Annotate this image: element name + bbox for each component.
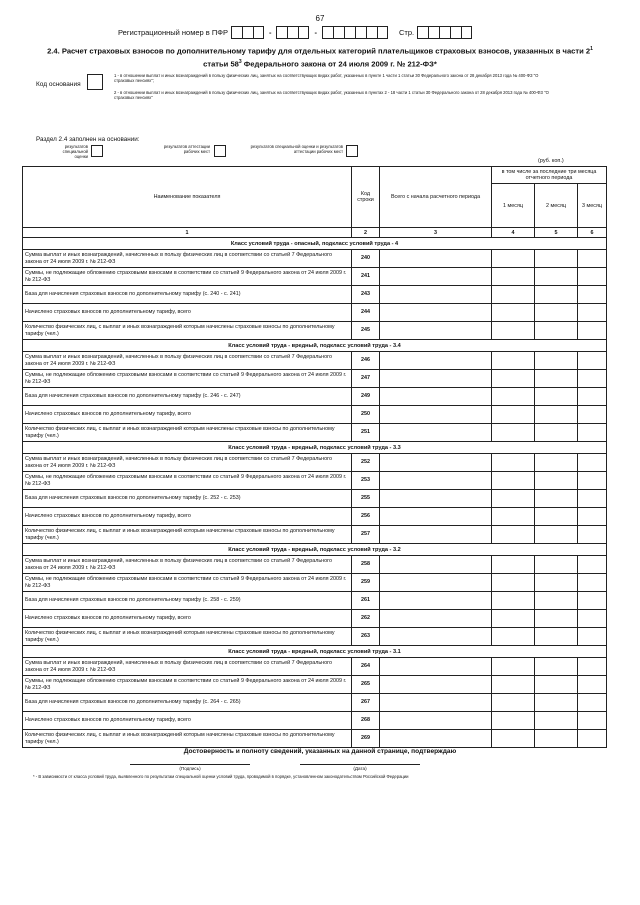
row-code: 269 xyxy=(352,730,380,748)
month-1-input[interactable] xyxy=(492,508,535,526)
table-row xyxy=(23,286,607,304)
month-1-input[interactable] xyxy=(492,610,535,628)
month-2-input[interactable] xyxy=(535,628,578,646)
month-2-input[interactable] xyxy=(535,286,578,304)
registration-number-row: Регистрационный номер в ПФР - - Стр. xyxy=(118,26,472,39)
row-code: 240 xyxy=(352,250,380,268)
row-code: 256 xyxy=(352,508,380,526)
reg-number-part1[interactable] xyxy=(231,26,264,39)
indicator-name: Начислено страховых взносов по дополнительному тарифу, всего xyxy=(23,508,352,526)
confirmation-text: Достоверность и полноту сведений, указанных на данной странице, подтверждаю xyxy=(183,748,457,755)
basis-code-note-2: 2 - в отношении выплат и иных вознаграждений в пользу физических лиц, занятых на соответствующих видах работ, указанных в пунктах 2 - 18 части 1 статьи 30 Федерального закона от 28 декабря 2013 года № 400-ФЗ "О страховых пенсиях" xyxy=(114,90,549,101)
row-code: 253 xyxy=(352,472,380,490)
month-2-input[interactable] xyxy=(535,322,578,340)
total-input[interactable] xyxy=(380,658,492,676)
indicator-name: Начислено страховых взносов по дополнительному тарифу, всего xyxy=(23,610,352,628)
month-3-input[interactable] xyxy=(578,388,607,406)
table-row xyxy=(23,370,607,388)
indicator-name: Сумма выплат и иных вознаграждений, начисленных в пользу физических лиц в соответствии со статьей 7 Федерального закона от 24 июля 2009 г. № 212-ФЗ xyxy=(23,556,352,574)
total-input[interactable] xyxy=(380,676,492,694)
table-row xyxy=(23,508,607,526)
indicator-name: Количество физических лиц, с выплат и иных вознаграждений которым начислены страховые взносы по дополнительному тарифу (чел.) xyxy=(23,730,352,748)
row-code: 251 xyxy=(352,424,380,442)
month-1-input[interactable] xyxy=(492,526,535,544)
month-2-input[interactable] xyxy=(535,730,578,748)
class-title: Класс условий труда - вредный, подкласс условий труда - 3.4 xyxy=(23,340,607,352)
month-1-input[interactable] xyxy=(492,472,535,490)
month-3-input[interactable] xyxy=(578,352,607,370)
month-1-input[interactable] xyxy=(492,304,535,322)
month-2-input[interactable] xyxy=(535,658,578,676)
month-2-input[interactable] xyxy=(535,250,578,268)
month-3-input[interactable] xyxy=(578,592,607,610)
row-code: 268 xyxy=(352,712,380,730)
row-code: 246 xyxy=(352,352,380,370)
contributions-table xyxy=(22,166,607,748)
indicator-name: Суммы, не подлежащие обложению страховыми взносами в соответствии со статьей 9 Федерального закона от 24 июля 2009 г. № 212-ФЗ xyxy=(23,574,352,592)
page-number: 67 xyxy=(315,14,325,23)
row-code: 261 xyxy=(352,592,380,610)
total-input[interactable] xyxy=(380,574,492,592)
total-input[interactable] xyxy=(380,388,492,406)
month-3-input[interactable] xyxy=(578,610,607,628)
month-2-input[interactable] xyxy=(535,352,578,370)
month-1-input[interactable] xyxy=(492,424,535,442)
class-header-row xyxy=(23,340,607,352)
month-1-input[interactable] xyxy=(492,286,535,304)
date-line[interactable]: (Дата) xyxy=(300,764,420,771)
total-input[interactable] xyxy=(380,592,492,610)
month-2-input[interactable] xyxy=(535,424,578,442)
table-row xyxy=(23,352,607,370)
row-code: 244 xyxy=(352,304,380,322)
header-month-3: 3 месяц xyxy=(578,184,607,228)
month-3-input[interactable] xyxy=(578,304,607,322)
indicator-name: Начислено страховых взносов по дополнительному тарифу, всего xyxy=(23,712,352,730)
indicator-name: Сумма выплат и иных вознаграждений, начисленных в пользу физических лиц в соответствии со статьей 7 Федерального закона от 24 июля 2009 г. № 212-ФЗ xyxy=(23,352,352,370)
indicator-name: Суммы, не подлежащие обложению страховыми взносами в соответствии со статьей 9 Федерального закона от 24 июля 2009 г. № 212-ФЗ xyxy=(23,370,352,388)
table-row xyxy=(23,658,607,676)
month-1-input[interactable] xyxy=(492,676,535,694)
table-row xyxy=(23,676,607,694)
month-3-input[interactable] xyxy=(578,508,607,526)
month-3-input[interactable] xyxy=(578,268,607,286)
month-2-input[interactable] xyxy=(535,526,578,544)
indicator-name: Количество физических лиц, с выплат и иных вознаграждений которым начислены страховые взносы по дополнительному тарифу (чел.) xyxy=(23,424,352,442)
basis-code-label: Код основания xyxy=(36,81,81,88)
table-row xyxy=(23,712,607,730)
total-input[interactable] xyxy=(380,490,492,508)
column-index-row: 1 2 3 4 5 6 xyxy=(23,228,607,238)
basis-option-1-label: результатов специальной оценки xyxy=(62,144,88,159)
class-header-row xyxy=(23,442,607,454)
month-1-input[interactable] xyxy=(492,490,535,508)
section-title: 2.4. Расчет страховых взносов по дополнительному тарифу для отдельных категорий плательщиков страховых взносов, указанных в части $2^1$ статьи $58^3$ Федерального закона от 24 июля 2009 г. № 212-ФЗ* xyxy=(47,46,593,69)
month-1-input[interactable] xyxy=(492,658,535,676)
indicator-name: Начислено страховых взносов по дополнительному тарифу, всего xyxy=(23,304,352,322)
row-code: 257 xyxy=(352,526,380,544)
basis-option-1-checkbox[interactable] xyxy=(91,145,103,157)
footnote: * - В зависимости от класса условий труда, выявленного по результатам специальной оценки условий труда, проводимой в порядке, установленном законодательством Российской Федерации xyxy=(33,774,409,779)
table-row xyxy=(23,574,607,592)
total-input[interactable] xyxy=(380,286,492,304)
month-1-input[interactable] xyxy=(492,712,535,730)
basis-code-note-1: 1 - в отношении выплат и иных вознаграждений в пользу физических лиц, занятых на соответствующих видах работ, указанных в пункте 1 части 1 статьи 30 Федерального закона от 28 декабря 2013 года № 400-ФЗ "О страховых пенсиях"; xyxy=(114,73,539,84)
total-input[interactable] xyxy=(380,322,492,340)
indicator-name: База для начисления страховых взносов по дополнительному тарифу (с. 246 - с. 247) xyxy=(23,388,352,406)
month-3-input[interactable] xyxy=(578,322,607,340)
month-1-input[interactable] xyxy=(492,388,535,406)
total-input[interactable] xyxy=(380,628,492,646)
indicator-name: Начислено страховых взносов по дополнительному тарифу, всего xyxy=(23,406,352,424)
month-1-input[interactable] xyxy=(492,628,535,646)
month-2-input[interactable] xyxy=(535,268,578,286)
month-2-input[interactable] xyxy=(535,676,578,694)
total-input[interactable] xyxy=(380,472,492,490)
month-3-input[interactable] xyxy=(578,424,607,442)
total-input[interactable] xyxy=(380,508,492,526)
total-input[interactable] xyxy=(380,454,492,472)
month-3-input[interactable] xyxy=(578,694,607,712)
month-3-input[interactable] xyxy=(578,730,607,748)
month-2-input[interactable] xyxy=(535,508,578,526)
table-row xyxy=(23,250,607,268)
indicator-name: Сумма выплат и иных вознаграждений, начисленных в пользу физических лиц в соответствии со статьей 7 Федерального закона от 24 июля 2009 г. № 212-ФЗ xyxy=(23,250,352,268)
row-code: 258 xyxy=(352,556,380,574)
month-1-input[interactable] xyxy=(492,694,535,712)
month-1-input[interactable] xyxy=(492,322,535,340)
signature-line[interactable]: (Подпись) xyxy=(130,764,250,771)
class-title: Класс условий труда - вредный, подкласс условий труда - 3.2 xyxy=(23,544,607,556)
indicator-name: База для начисления страховых взносов по дополнительному тарифу (с. 240 - с. 241) xyxy=(23,286,352,304)
total-input[interactable] xyxy=(380,556,492,574)
month-1-input[interactable] xyxy=(492,352,535,370)
month-1-input[interactable] xyxy=(492,730,535,748)
month-3-input[interactable] xyxy=(578,676,607,694)
indicator-name: Количество физических лиц, с выплат и иных вознаграждений которым начислены страховые взносы по дополнительному тарифу (чел.) xyxy=(23,322,352,340)
month-2-input[interactable] xyxy=(535,556,578,574)
month-1-input[interactable] xyxy=(492,574,535,592)
total-input[interactable] xyxy=(380,304,492,322)
table-row xyxy=(23,322,607,340)
table-row xyxy=(23,628,607,646)
month-3-input[interactable] xyxy=(578,286,607,304)
month-2-input[interactable] xyxy=(535,388,578,406)
row-code: 249 xyxy=(352,388,380,406)
month-1-input[interactable] xyxy=(492,370,535,388)
month-2-input[interactable] xyxy=(535,712,578,730)
row-code: 247 xyxy=(352,370,380,388)
indicator-name: Сумма выплат и иных вознаграждений, начисленных в пользу физических лиц в соответствии со статьей 7 Федерального закона от 24 июля 2009 г. № 212-ФЗ xyxy=(23,658,352,676)
month-2-input[interactable] xyxy=(535,472,578,490)
total-input[interactable] xyxy=(380,694,492,712)
indicator-name: Суммы, не подлежащие обложению страховыми взносами в соответствии со статьей 9 Федерального закона от 24 июля 2009 г. № 212-ФЗ xyxy=(23,268,352,286)
unit-label: (руб. коп.) xyxy=(538,158,564,164)
indicator-name: Количество физических лиц, с выплат и иных вознаграждений которым начислены страховые взносы по дополнительному тарифу (чел.) xyxy=(23,628,352,646)
table-row xyxy=(23,268,607,286)
table-row xyxy=(23,556,607,574)
month-1-input[interactable] xyxy=(492,556,535,574)
month-2-input[interactable] xyxy=(535,490,578,508)
header-name: Наименование показателя xyxy=(23,167,352,228)
header-last-three-months: в том числе за последние три месяца отчетного периода xyxy=(492,167,607,184)
row-code: 265 xyxy=(352,676,380,694)
total-input[interactable] xyxy=(380,424,492,442)
month-3-input[interactable] xyxy=(578,526,607,544)
total-input[interactable] xyxy=(380,406,492,424)
row-code: 262 xyxy=(352,610,380,628)
class-header-row xyxy=(23,646,607,658)
row-code: 267 xyxy=(352,694,380,712)
month-1-input[interactable] xyxy=(492,592,535,610)
header-code: Код строки xyxy=(352,167,380,228)
indicator-name: База для начисления страховых взносов по дополнительному тарифу (с. 264 - с. 265) xyxy=(23,694,352,712)
indicator-name: Количество физических лиц, с выплат и иных вознаграждений которым начислены страховые взносы по дополнительному тарифу (чел.) xyxy=(23,526,352,544)
row-code: 255 xyxy=(352,490,380,508)
month-1-input[interactable] xyxy=(492,268,535,286)
basis-option-2-label: результатов аттестации рабочих мест xyxy=(163,144,210,154)
month-3-input[interactable] xyxy=(578,658,607,676)
month-2-input[interactable] xyxy=(535,694,578,712)
month-3-input[interactable] xyxy=(578,454,607,472)
reg-number-part3[interactable] xyxy=(322,26,388,39)
reg-number-label: Регистрационный номер в ПФР xyxy=(118,28,228,37)
total-input[interactable] xyxy=(380,370,492,388)
total-input[interactable] xyxy=(380,352,492,370)
class-title: Класс условий труда - вредный, подкласс условий труда - 3.3 xyxy=(23,442,607,454)
total-input[interactable] xyxy=(380,526,492,544)
header-total: Всего с начала расчетного периода xyxy=(380,167,492,228)
month-1-input[interactable] xyxy=(492,250,535,268)
indicator-name: Суммы, не подлежащие обложению страховыми взносами в соответствии со статьей 9 Федерального закона от 24 июля 2009 г. № 212-ФЗ xyxy=(23,472,352,490)
table-row xyxy=(23,490,607,508)
table-row xyxy=(23,388,607,406)
month-2-input[interactable] xyxy=(535,454,578,472)
month-3-input[interactable] xyxy=(578,370,607,388)
class-header-row xyxy=(23,544,607,556)
month-2-input[interactable] xyxy=(535,406,578,424)
row-code: 263 xyxy=(352,628,380,646)
class-title: Класс условий труда - вредный, подкласс условий труда - 3.1 xyxy=(23,646,607,658)
indicator-name: Суммы, не подлежащие обложению страховыми взносами в соответствии со статьей 9 Федерального закона от 24 июля 2009 г. № 212-ФЗ xyxy=(23,676,352,694)
month-3-input[interactable] xyxy=(578,712,607,730)
month-3-input[interactable] xyxy=(578,490,607,508)
total-input[interactable] xyxy=(380,712,492,730)
total-input[interactable] xyxy=(380,268,492,286)
class-header-row xyxy=(23,238,607,250)
basis-option-3-label: результатов специальной оценки и результатов аттестации рабочих мест xyxy=(250,144,343,154)
reg-number-part2[interactable] xyxy=(276,26,309,39)
total-input[interactable] xyxy=(380,610,492,628)
table-row xyxy=(23,694,607,712)
header-month-1: 1 месяц xyxy=(492,184,535,228)
row-code: 252 xyxy=(352,454,380,472)
table-row xyxy=(23,454,607,472)
month-3-input[interactable] xyxy=(578,250,607,268)
indicator-name: Сумма выплат и иных вознаграждений, начисленных в пользу физических лиц в соответствии со статьей 7 Федерального закона от 24 июля 2009 г. № 212-ФЗ xyxy=(23,454,352,472)
basis-option-3-checkbox[interactable] xyxy=(346,145,358,157)
row-code: 243 xyxy=(352,286,380,304)
row-code: 259 xyxy=(352,574,380,592)
table-row xyxy=(23,592,607,610)
page-label: Стр. xyxy=(398,28,415,37)
month-3-input[interactable] xyxy=(578,628,607,646)
row-code: 264 xyxy=(352,658,380,676)
table-row xyxy=(23,424,607,442)
month-3-input[interactable] xyxy=(578,556,607,574)
table-row xyxy=(23,406,607,424)
month-2-input[interactable] xyxy=(535,304,578,322)
page-number-field[interactable] xyxy=(417,26,472,39)
basis-option-2-checkbox[interactable] xyxy=(214,145,226,157)
header-month-2: 2 месяц xyxy=(535,184,578,228)
basis-code-field[interactable] xyxy=(87,74,103,90)
month-2-input[interactable] xyxy=(535,592,578,610)
month-2-input[interactable] xyxy=(535,370,578,388)
month-3-input[interactable] xyxy=(578,472,607,490)
indicator-name: База для начисления страховых взносов по дополнительному тарифу (с. 252 - с. 253) xyxy=(23,490,352,508)
table-row xyxy=(23,610,607,628)
table-row xyxy=(23,472,607,490)
month-1-input[interactable] xyxy=(492,406,535,424)
row-code: 245 xyxy=(352,322,380,340)
month-3-input[interactable] xyxy=(578,406,607,424)
class-title: Класс условий труда - опасный, подкласс условий труда - 4 xyxy=(23,238,607,250)
table-row xyxy=(23,730,607,748)
indicator-name: База для начисления страховых взносов по дополнительному тарифу (с. 258 - с. 259) xyxy=(23,592,352,610)
month-1-input[interactable] xyxy=(492,454,535,472)
month-2-input[interactable] xyxy=(535,610,578,628)
row-code: 241 xyxy=(352,268,380,286)
table-row xyxy=(23,526,607,544)
section-basis-label: Раздел 2.4 заполнен на основании: xyxy=(36,136,140,143)
month-3-input[interactable] xyxy=(578,574,607,592)
row-code: 250 xyxy=(352,406,380,424)
table-row xyxy=(23,304,607,322)
total-input[interactable] xyxy=(380,250,492,268)
month-2-input[interactable] xyxy=(535,574,578,592)
total-input[interactable] xyxy=(380,730,492,748)
